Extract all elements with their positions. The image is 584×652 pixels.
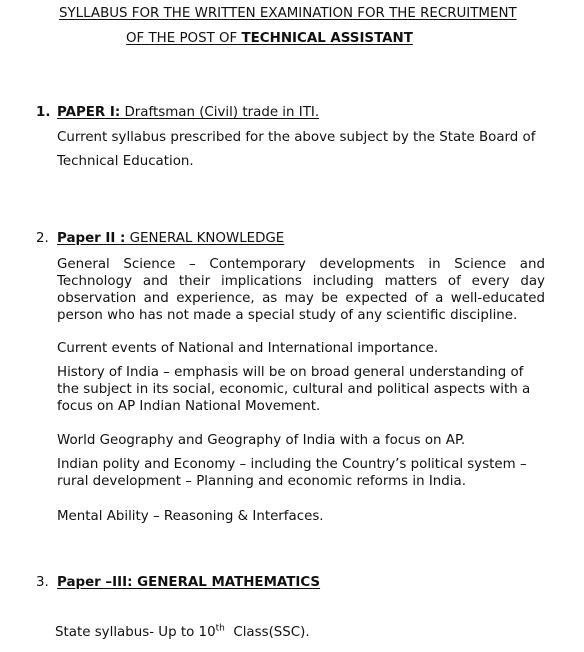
section-3-body-suffix: Class(SSC). xyxy=(224,625,310,640)
section-3-body-prefix: State syllabus- Up to 10 xyxy=(55,625,216,640)
document-title-line-2 xyxy=(126,30,413,47)
section-2-paragraph-3: History of India – emphasis will be on broad general understanding of the subject in its social, economic, cultural and political aspects with a focus on AP Indian National Movement. xyxy=(57,365,531,414)
section-2-subject: GENERAL KNOWLEDGE xyxy=(125,231,285,246)
section-2-paragraph-6: Mental Ability – Reasoning & Interfaces. xyxy=(57,509,324,524)
section-1-number: 1. xyxy=(36,105,51,120)
section-1-paragraph-1: Current syllabus prescribed for the above subject by the State Board of Technical Education. xyxy=(57,130,536,169)
section-1-subject: Draftsman (Civil) trade in ITI. xyxy=(120,105,320,120)
section-3-number: 3. xyxy=(36,575,49,590)
section-2-paragraph-2: Current events of National and International importance. xyxy=(57,341,439,356)
title-prefix: OF THE POST OF xyxy=(126,31,242,46)
post-name: TECHNICAL ASSISTANT xyxy=(241,31,413,46)
section-3-label: Paper –III: GENERAL MATHEMATICS xyxy=(57,575,321,590)
section-2-paragraph-4: World Geography and Geography of India with a focus on AP. xyxy=(57,433,466,448)
section-3-heading xyxy=(36,574,320,591)
section-1-label: PAPER I: xyxy=(57,105,121,120)
section-3-paragraph-1 xyxy=(55,624,543,641)
section-2-paragraph-1: General Science – Contemporary developments in Science and Technology and their implications including matters of every day observation and experience, as may be expected of a well-educated person who has not made a special study of any scientific discipline. xyxy=(57,257,545,323)
section-3-body-sup: th xyxy=(215,623,225,634)
section-2-number: 2. xyxy=(36,231,49,246)
section-2-label: Paper II : xyxy=(57,231,126,246)
section-2-paragraph-5: Indian polity and Economy – including the Country’s political system – rural development – Planning and economic reforms in India. xyxy=(57,457,527,489)
section-2-heading xyxy=(36,230,284,247)
document-title-line-1: SYLLABUS FOR THE WRITTEN EXAMINATION FOR THE RECRUITMENT xyxy=(59,6,517,21)
section-1-heading xyxy=(36,104,319,121)
